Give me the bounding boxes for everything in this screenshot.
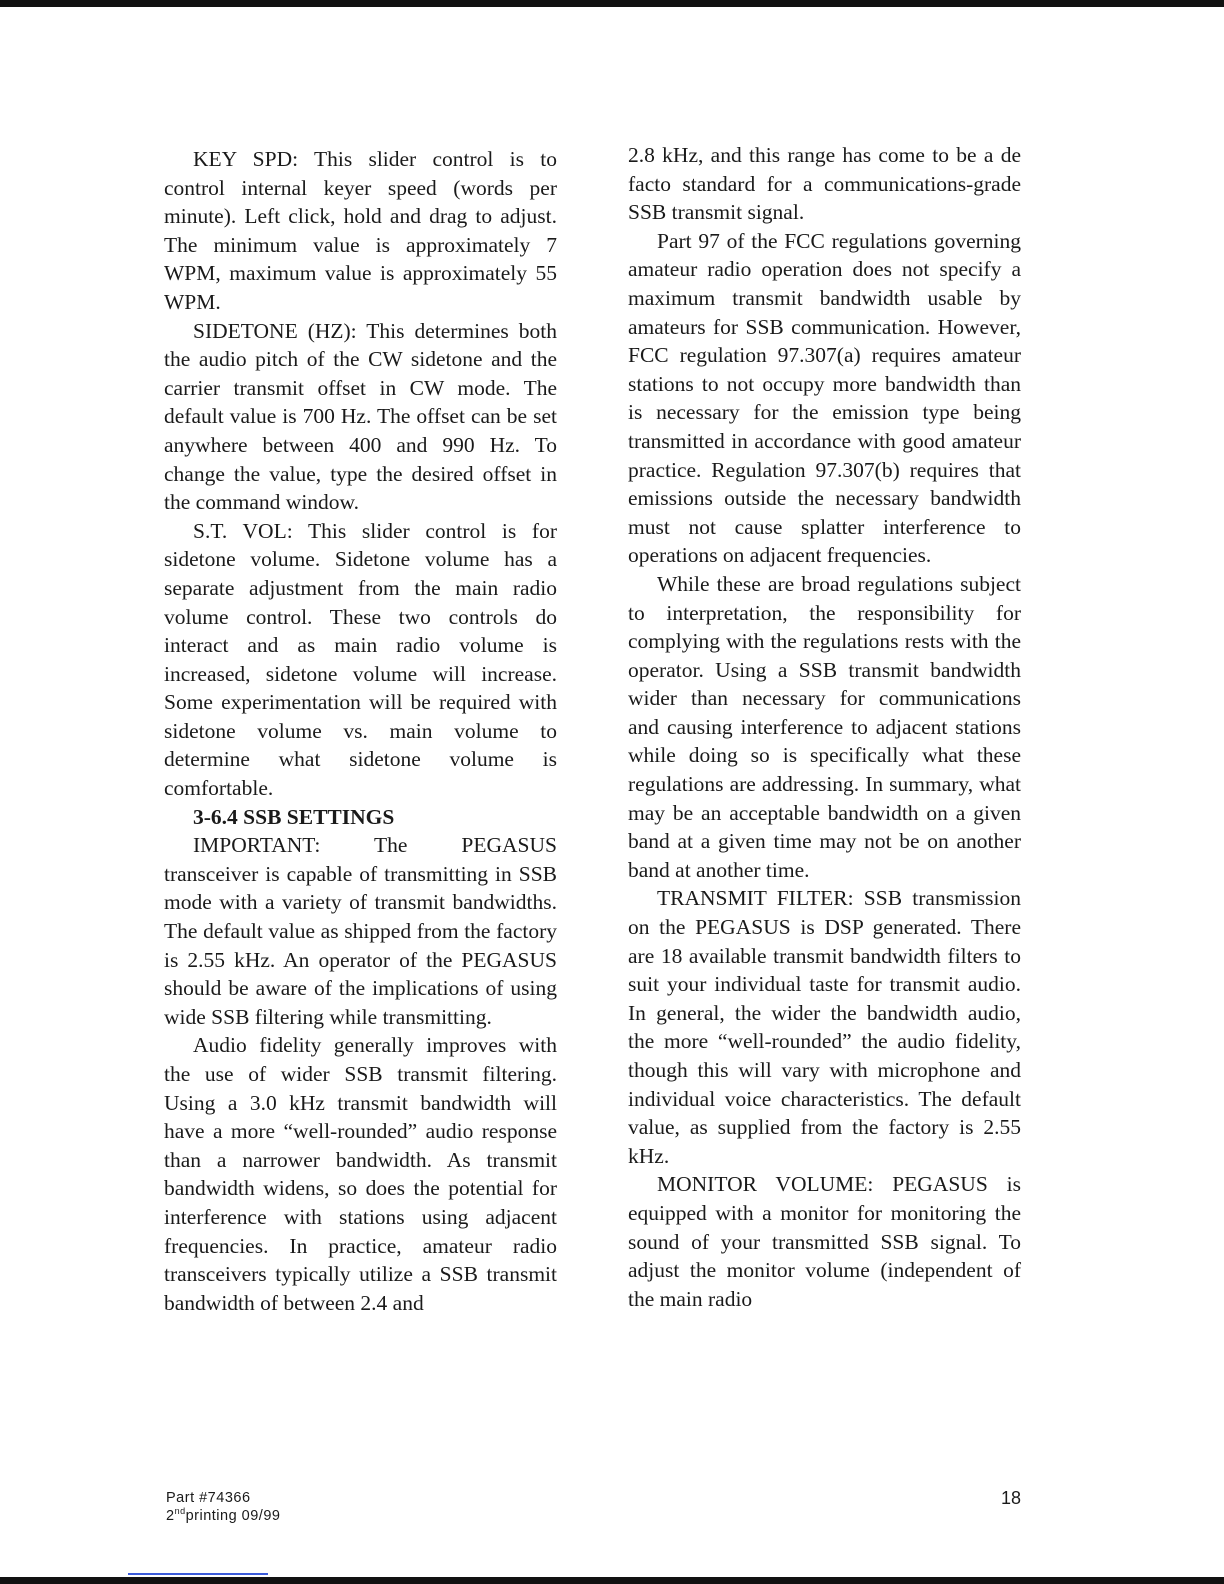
paragraph-monitor-volume: MONITOR VOLUME: PEGASUS is equipped with a monitor for monitoring the sound of your transmitted SSB signal. To adjust the monitor volume (independent of the main radio: [628, 1172, 1021, 1311]
footer-printing: [166, 1507, 280, 1525]
footer-printing-ordinal: 2: [166, 1508, 175, 1524]
footer-printing-suffix: nd: [174, 1506, 186, 1517]
paragraph-audio-fidelity: Audio fidelity generally improves with the use of wider SSB transmit filtering. Using a 3.0 kHz transmit bandwidth will have a more “well-rounded” audio response than a narrower bandwidth. As transmit bandwidth widens, so does the potential for interference with stations using adjacent frequencies. In practice, amateur radio transceivers typically utilize a SSB transmit bandwidth of between 2.4 and: [164, 1033, 557, 1315]
left-column: [164, 145, 557, 1317]
footer-part-info: [166, 1489, 280, 1525]
paragraph-important: IMPORTANT: The PEGASUS transceiver is capable of transmitting in SSB mode with a variety of transmit bandwidths. The default value as shipped from the factory is 2.55 kHz. An operator of the PEGASUS should be aware of the implications of using wide SSB filtering while transmitting.: [164, 833, 557, 1029]
page-number: 18: [1000, 1488, 1021, 1508]
bottom-scan-border: [0, 1577, 1224, 1584]
paragraph-st-vol: S.T. VOL: This slider control is for sidetone volume. Sidetone volume has a separate adjustment from the main radio volume control. These two controls do interact and as main radio volume is increased, sidetone volume will increase. Some experimentation will be required with sidetone volume vs. main volume to determine what sidetone volume is comfortable.: [164, 518, 557, 801]
right-column: [628, 141, 1021, 1313]
paragraph-continuation: 2.8 kHz, and this range has come to be a de facto standard for a communications-grade SSB transmit signal.: [628, 143, 1021, 225]
paragraph-sidetone-hz: SIDETONE (HZ): This determines both the audio pitch of the CW sidetone and the carrier transmit offset in CW mode. The default value is 700 Hz. The offset can be set anywhere between 400 and 990 Hz. To change the value, type the desired offset in the command window.: [164, 318, 557, 515]
paragraph-transmit-filter: TRANSMIT FILTER: SSB transmission on the PEGASUS is DSP generated. There are 18 available transmit bandwidth filters to suit your individual taste for transmit audio. In general, the wider the bandwidth audio, the more “well-rounded” the audio fidelity, though this will vary with microphone and individual voice characteristics. The default value, as supplied from the factory is 2.55 kHz.: [628, 886, 1021, 1168]
section-heading-ssb-settings: 3-6.4 SSB SETTINGS: [193, 804, 395, 829]
paragraph-part-97: Part 97 of the FCC regulations governing amateur radio operation does not specify a maximum transmit bandwidth usable by amateurs for SSB communication. However, FCC regulation 97.307(a) requires amateur stations to not occupy more bandwidth than is necessary for the emission type being transmitted in accordance with good amateur practice. Regulation 97.307(b) requires that emissions outside the necessary bandwidth must not cause splatter interference to operations on adjacent frequencies.: [628, 228, 1021, 568]
footer-printing-text: printing 09/99: [185, 1508, 281, 1524]
bottom-accent-line: [128, 1573, 268, 1575]
paragraph-broad-regulations: While these are broad regulations subject to interpretation, the responsibility for complying with the regulations rests with the operator. Using a SSB transmit bandwidth wider than necessary for communications and causing interference to adjacent stations while doing so is specifically what these regulations are addressing. In summary, what may be an acceptable bandwidth on a given band at a given time may not be on another band at another time.: [628, 571, 1021, 882]
top-scan-border: [0, 0, 1224, 7]
footer-part-number: Part #74366: [166, 1490, 251, 1506]
paragraph-key-spd: KEY SPD: This slider control is to control internal keyer speed (words per minute). Left click, hold and drag to adjust. The minimum value is approximately 7 WPM, maximum value is approximately 55 WPM.: [164, 147, 557, 314]
